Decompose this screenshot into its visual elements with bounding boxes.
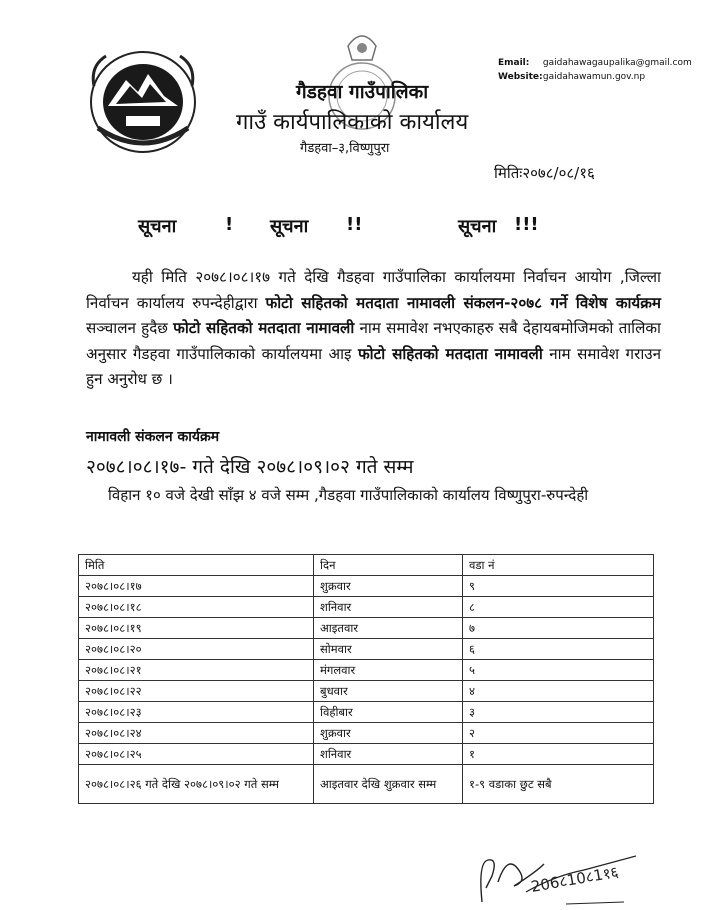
table-row (79, 702, 654, 723)
cell-day: शुक्रवार (314, 723, 463, 744)
header-day: दिन (314, 555, 463, 576)
program-date-range: २०७८।०८।१७- गते देखि २०७८।०९।०२ गते सम्म (86, 456, 414, 478)
cell-ward: १-९ वडाका छुट सबै (463, 765, 654, 804)
signature-icon (474, 842, 644, 910)
office-address: गैडहवा–३,विष्णुपुरा (300, 141, 390, 156)
paragraph-text: नाम समावेश गराउन हुन अनुरोध छ । (86, 344, 662, 388)
paragraph-text: सञ्चालन हुदैछ (86, 319, 174, 337)
cell-day: मंगलवार (314, 660, 463, 681)
cell-day: आइतवार देखि शुक्रवार सम्म (314, 765, 463, 804)
cell-date: २०७८।०८।१८ (79, 597, 314, 618)
website-label: Website: (498, 72, 543, 82)
email-text: gaidahawagaupalika@gmail.com (542, 58, 692, 68)
notice-word-3: सूचना (458, 216, 497, 237)
cell-date: २०७८।०८।२३ (79, 702, 314, 723)
table-row (79, 597, 654, 618)
cell-ward: ५ (463, 660, 654, 681)
cell-day: बुधवार (314, 681, 463, 702)
table-row (79, 618, 654, 639)
paragraph-emphasis: फोटो सहितको मतदाता नामावली (357, 344, 543, 363)
paragraph-text: नाम समावेश नभएकाहरु सबै देहायबमोजिमको तालिका अनुसार गैडहवा गाउँपालिकाको कार्यालयमा आइ (86, 319, 661, 363)
cell-date: २०७८।०८।२५ (79, 744, 314, 765)
cell-date: २०७८।०८।२६ गते देखि २०७८।०९।०२ गते सम्म (79, 765, 314, 804)
cell-ward: ६ (463, 639, 654, 660)
email-label: Email: (498, 58, 530, 68)
cell-ward: ४ (463, 681, 654, 702)
notice-paragraph (86, 265, 661, 393)
header-ward: वडा नं (463, 555, 654, 576)
website-text: gaidahawamun.gov.np (542, 72, 646, 82)
notice-exclaim-2: !! (346, 214, 363, 235)
table-row (79, 723, 654, 744)
table-row (79, 639, 654, 660)
office-title: गाउँ कार्यपालिकाको कार्यालय (236, 110, 469, 135)
table-header-row (79, 555, 654, 576)
office-name: गैडहवा गाउँपालिका (296, 81, 429, 103)
government-emblem-icon (86, 46, 200, 156)
schedule-table (78, 554, 654, 804)
cell-ward: ८ (463, 597, 654, 618)
cell-ward: ७ (463, 618, 654, 639)
paragraph-emphasis: फोटो सहितको मतदाता नामावली संकलन-२०७८ गर्ने विशेष कार्यक्रम (265, 293, 661, 312)
table-row (79, 681, 654, 702)
paragraph-emphasis: फोटो सहितको मतदाता नामावली (173, 319, 355, 337)
notice-exclaim-1: ! (225, 214, 234, 235)
cell-ward: ३ (463, 702, 654, 723)
table-row (79, 744, 654, 765)
cell-date: २०७८।०८।२४ (79, 723, 314, 744)
cell-day: सोमवार (314, 639, 463, 660)
paragraph-text: यही मिति २०७८।०८।१७ गते देखि गैडहवा गाउँपालिका कार्यालयमा निर्वाचन आयोग ,जिल्ला निर्वाचन कार्यालय रुपन्देहीद्वारा (86, 268, 661, 312)
table-row (79, 576, 654, 597)
cell-date: २०७८।०८।२२ (79, 681, 314, 702)
cell-date: २०७८।०८।२० (79, 639, 314, 660)
cell-day: शनिवार (314, 744, 463, 765)
cell-day: विहीबार (314, 702, 463, 723)
program-heading: नामावली संकलन कार्यक्रम (86, 429, 220, 445)
notice-exclaim-3: !!! (514, 214, 539, 235)
letter-date: मितिः२०७८/०८/१६ (494, 164, 595, 182)
notice-word-2: सूचना (270, 216, 309, 237)
table-row (79, 765, 654, 804)
cell-ward: २ (463, 723, 654, 744)
cell-day: शुक्रवार (314, 576, 463, 597)
program-timing: विहान १० वजे देखी साँझ ४ वजे सम्म ,गैडहवा गाउँपालिकाको कार्यालय विष्णुपुरा-रुपन्देही (108, 486, 589, 504)
cell-date: २०७८।०८।१९ (79, 618, 314, 639)
cell-ward: ९ (463, 576, 654, 597)
cell-ward: १ (463, 744, 654, 765)
cell-day: आइतवार (314, 618, 463, 639)
cell-date: २०७८।०८।१७ (79, 576, 314, 597)
cell-day: शनिवार (314, 597, 463, 618)
svg-text:206८10८1१६: 206८10८1१६ (529, 862, 620, 896)
notice-word-1: सूचना (138, 216, 177, 237)
contact-info (498, 56, 692, 84)
table-row (79, 660, 654, 681)
header-date: मिति (79, 555, 314, 576)
cell-date: २०७८।०८।२१ (79, 660, 314, 681)
